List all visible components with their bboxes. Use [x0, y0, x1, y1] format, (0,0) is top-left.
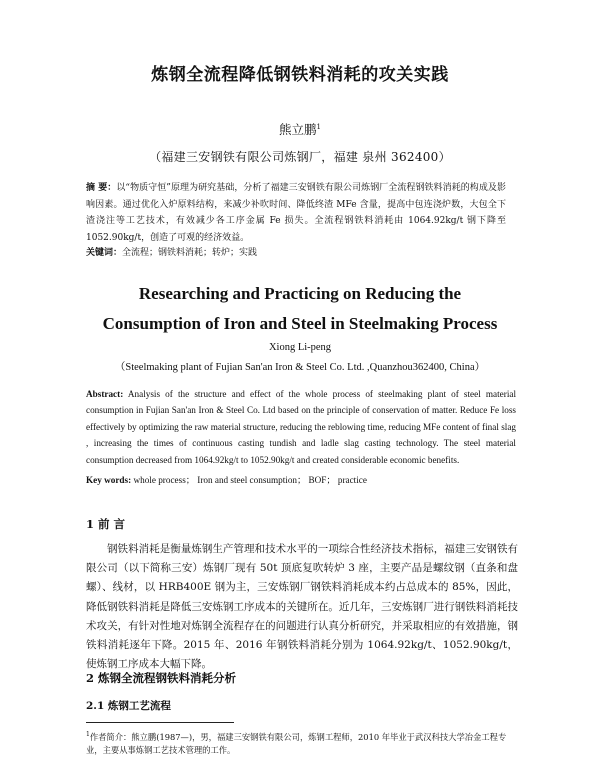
author-footnote-mark: 1 [316, 122, 321, 131]
english-keywords-text: whole process； Iron and steel consumption； BOF； practice [133, 475, 367, 485]
chinese-keywords [86, 245, 506, 258]
english-title-line-1: Researching and Practicing on Reducing the [138, 284, 462, 303]
footnote-divider [86, 722, 234, 723]
english-keywords-label: Key words: [86, 475, 132, 485]
chinese-abstract-label: 摘 要： [86, 183, 117, 193]
section-2-1-heading: 2.1 炼钢工艺流程 [86, 700, 171, 712]
chinese-keywords-text: 全流程；钢铁料消耗；转炉；实践 [122, 248, 258, 258]
author-name: 熊立鹏 [279, 122, 317, 137]
chinese-title: 炼钢全流程降低钢铁料消耗的攻关实践 [151, 65, 449, 85]
english-affiliation: （Steelmaking plant of Fujian San'an Iron & Steel Co. Ltd. ,Quanzhou362400, China） [114, 362, 486, 373]
chinese-author [0, 120, 600, 138]
chinese-abstract [86, 180, 506, 246]
section-2-heading: 2 炼钢全流程钢铁料消耗分析 [86, 671, 237, 685]
footnote-mark: 1 [86, 731, 90, 738]
chinese-affiliation: （福建三安钢铁有限公司炼钢厂，福建 泉州 362400） [149, 150, 451, 164]
english-title-line-2: Consumption of Iron and Steel in Steelmaking Process [102, 314, 498, 333]
author-footnote [86, 728, 518, 757]
english-abstract-label: Abstract: [86, 389, 124, 399]
english-keywords [86, 472, 516, 486]
english-abstract-text: Analysis of the structure and effect of the whole process of steelmaking plant of steel material consumption in Fujian San'an Iron & Steel Co. Ltd based on the principle of conservation of matter. Reduce Fe loss effectively by optimizing the raw material structure, reducing the reblowing time, reducing MFe content of final slag , increasing the times of continuous casting tundish and ladle slag casting technology. The steel material consumption decreased from 1064.92kg/t to 1052.90kg/t and created considerable economic benefits. [86, 389, 516, 465]
english-abstract [86, 386, 516, 468]
chinese-abstract-text: 以“物质守恒”原理为研究基础，分析了福建三安钢铁有限公司炼钢厂全流程钢铁料消耗的构成及影响因素。通过优化入炉原料结构，来减少补吹时间、降低终渣 MFe 含量，提高中包连浇炉数，大包全下渣浇注等工艺技术，有效减少各工序金属 Fe 损失。全流程钢铁料消耗由 1064.92kg/t 钢下降至 1052.90kg/t，创造了可观的经济效益。 [86, 183, 506, 243]
section-1-paragraph: 钢铁料消耗是衡量炼钢生产管理和技术水平的一项综合性经济技术指标，福建三安钢铁有限公司（以下简称三安）炼钢厂现有 50t 顶底复吹转炉 3 座，主要产品是螺纹钢（直条和盘螺）、线材，以 HRB400E 钢为主，三安炼钢厂钢铁料消耗成本约占总成本的 85%，因此，降低钢铁料消耗是降低三安炼钢工序成本的关键所在。近几年，三安炼钢厂进行钢铁料消耗技术攻关，有针对性地对炼钢全流程存在的问题进行认真分析研究，并采取相应的有效措施，钢铁料消耗逐年下降。2015 年、2016 年钢铁料消耗分别为 1064.92kg/t、1052.90kg/t，使炼钢工序成本大幅下降。 [86, 543, 518, 671]
english-author: Xiong Li-peng [268, 342, 332, 353]
chinese-keywords-label: 关键词： [86, 248, 123, 258]
footnote-text: 作者简介：熊立鹏(1987—)，男，福建三安钢铁有限公司，炼钢工程师，2010 年毕业于武汉科技大学冶金工程专业，主要从事炼钢工艺技术管理的工作。 [86, 731, 507, 755]
section-1-heading: 1 前 言 [86, 517, 126, 531]
